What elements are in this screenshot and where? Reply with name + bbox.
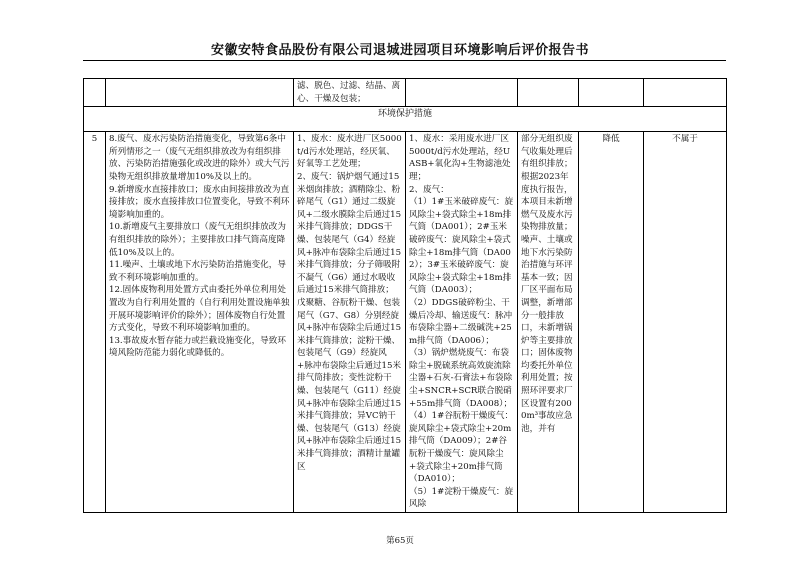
cell-empty — [406, 79, 518, 107]
actual-item: （4）1#谷朊粉干燥废气：旋风除尘+袋式除尘+20m排气筒（DA009）；2#谷朊粉干燥废气：旋风除尘+袋式除尘+20m排气筒（DA010）； — [409, 411, 514, 485]
page-number: 第65页 — [386, 536, 414, 546]
eia-item: 1、废水：废水进厂区5000t/d污水处理站，经厌氧、好氧等工艺处理； — [297, 134, 402, 170]
criteria-item: 11.噪声、土壤或地下水污染防治措施变化，导致不利环境影响加重的。 — [109, 260, 286, 283]
cell-continued-text: 滤、脱色、过滤、结晶、离心、干燥及包装； — [294, 79, 406, 107]
eia-cell — [294, 132, 406, 513]
cell-empty — [84, 79, 106, 107]
table-section-row — [84, 107, 727, 132]
actual-item: 2、废气： — [409, 184, 449, 195]
page-header-title: 安徽安特食品股份有限公司退城进园项目环境影响后评价报告书 — [210, 43, 589, 58]
actual-item: （3）锅炉燃烧废气：布袋除尘+脱硫系统高效旋流除尘器+石灰-石膏法+布袋除尘+SNCR+SCR联合脱硝+55m排气筒（DA008）； — [409, 348, 513, 409]
header-rule — [83, 60, 726, 61]
cell-empty — [106, 79, 294, 107]
assessment-table — [83, 78, 727, 513]
table-row-continued — [84, 79, 727, 107]
cell-empty — [644, 79, 727, 107]
section-title: 环境保护措施 — [84, 107, 727, 132]
criteria-item: 9.新增废水直接排放口；废水由间接排放改为直接排放；废水直接排放口位置变化，导致不利环境影响加重的。 — [109, 184, 290, 220]
criteria-item: 10.新增废气主要排放口（废气无组织排放改为有组织排放的除外）；主要排放口排气筒高度降低10%及以上的。 — [109, 222, 286, 258]
cell-empty — [518, 79, 579, 107]
criteria-item: 12.固体废物利用处置方式由委托外单位利用处置改为自行利用处置的（自行利用处置设施单独开展环境影响评价的除外）；固体废物自行处置方式变化，导致不利环境影响加重的。 — [109, 285, 290, 334]
conclusion-cell: 不属于 — [644, 132, 727, 513]
actual-item: （5）1#淀粉干燥废气：旋风除 — [409, 486, 514, 510]
table-row — [84, 132, 727, 513]
actual-cell — [406, 132, 518, 513]
actual-item: （1）1#玉米破碎废气：旋风除尘+袋式除尘+18m排气筒（DA001）；2#玉米破碎废气：旋风除尘+袋式除尘+18m排气筒（DA002）；3#玉米破碎废气：旋风除尘+袋式除尘+18m排气筒（DA003）； — [409, 197, 514, 296]
analysis-cell: 部分无组织废气收集处理后有组织排放；根据2023年度执行报告，本项目未新增燃气及废水污染物排放量；噪声、土壤或地下水污染防治措施与环评基本一致；因厂区平面布局调整，新增部分一般排放口，未新增锅炉等主要排放口；固体废物均委托外单位利用处置；按照环评要求厂区设置有2000m³事故应急池，并有 — [518, 132, 579, 513]
eia-item: 2、废气：锅炉烟气通过15米烟囱排放；酒精除尘、粉碎尾气（G1）通过二级旋风+二级水膜除尘后通过15米排气筒排放；DDGS干燥、包装尾气（G4）经旋风+脉冲布袋除尘后通过15米排气筒排放；分子筛吸附不凝气（G6）通过水吸收后通过15米排气筒排放；戊聚糖、谷朊粉干燥、包装尾气（G7、G8）分别经旋风+脉冲布袋除尘后通过15米排气筒排放；淀粉干燥、包装尾气（G9）经旋风+脉冲布袋除尘后通过15米排气筒排放；变性淀粉干燥、包装尾气（G11）经旋风+脉冲布袋除尘后通过15米排气筒排放；异VC钠干燥、包装尾气（G13）经旋风+脉冲布袋除尘后通过15米排气筒排放；酒精计量罐区 — [297, 171, 402, 472]
change-cell: 降低 — [579, 132, 644, 513]
actual-item: 1、废水：采用废水进厂区5000t/d污水处理站，经UASB+氧化沟+生物滤池处理； — [409, 134, 511, 182]
criteria-item: 8.废气、废水污染防治措施变化，导致第6条中所列情形之一（废气无组织排放改为有组织排放、污染防治措施强化或改进的除外）或大气污染物无组织排放量增加10%及以上的。 — [109, 134, 290, 182]
actual-item: （2）DDGS破碎粉尘、干燥后冷却、输送废气：脉冲布袋除尘器+二级碱洗+25m排气筒（DA006）； — [409, 297, 513, 346]
row-number: 5 — [84, 132, 106, 513]
criteria-item: 13.事故废水暂存能力或拦截设施变化，导致环境风险防范能力弱化或降低的。 — [109, 335, 286, 359]
cell-empty — [579, 79, 644, 107]
criteria-cell — [106, 132, 294, 513]
